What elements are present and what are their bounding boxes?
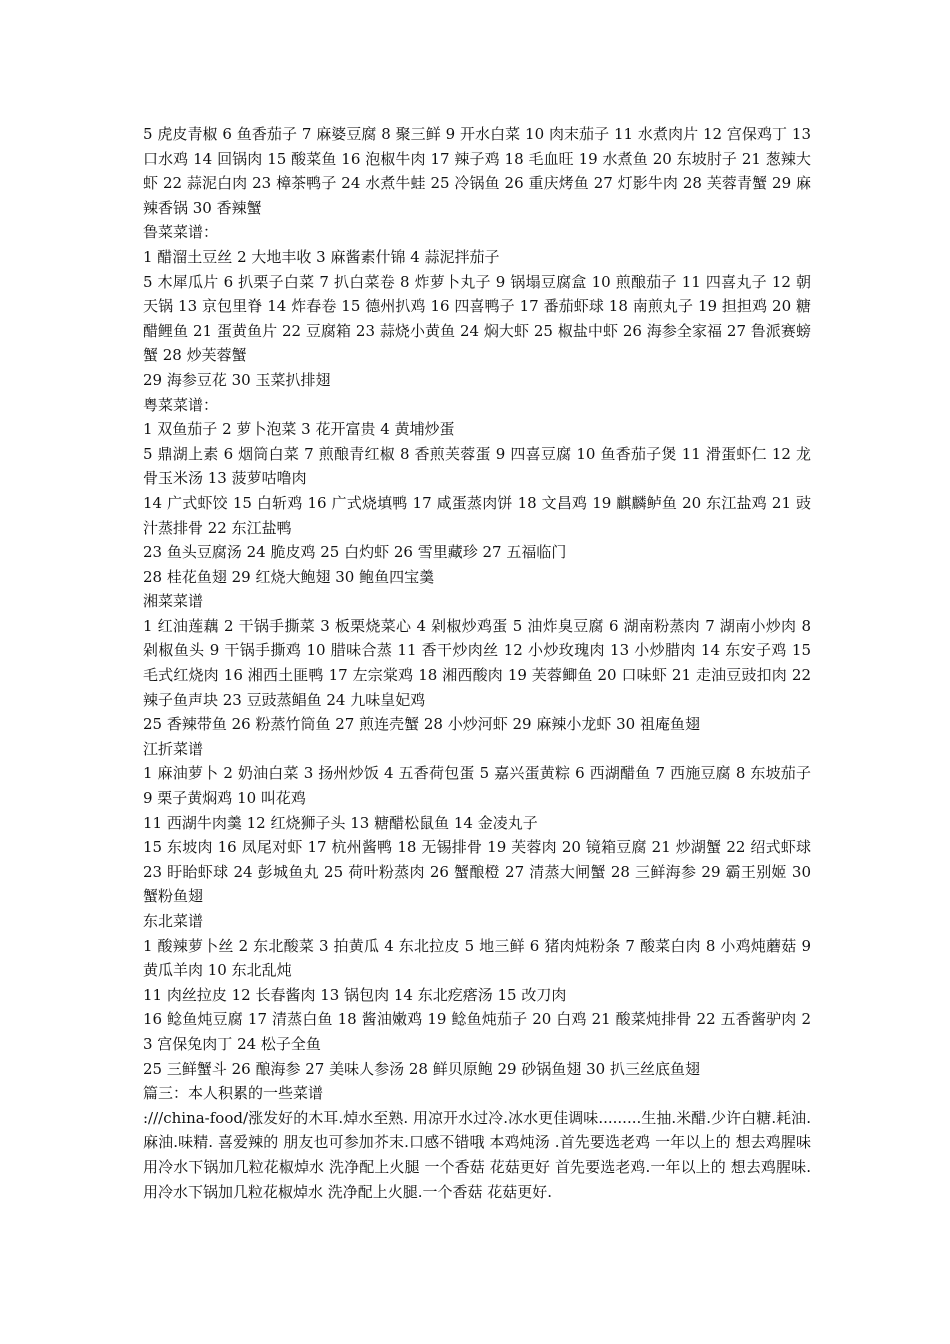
recipe-list-lu-5-28: 5 木犀瓜片 6 扒栗子白菜 7 扒白菜卷 8 炸萝卜丸子 9 锅塌豆腐盒 10 煎酿茄子 11 四喜丸子 12 朝天锅 13 京包里脊 14 炸春卷 15 德州扒鸡 16 四喜鸭子 17 番茄虾球 18 南煎丸子 19 担担鸡 20 糖醋鲤鱼 21 蛋黄鱼片 22 豆腐箱 23 蒜烧小黄鱼 24 焖大虾 25 椒盐中虾 26 海参全家福 27 鲁派赛螃蟹 28 炒芙蓉蟹 xyxy=(143,272,811,365)
section-heading-part-three: 篇三：本人积累的一些菜谱 xyxy=(143,1084,324,1103)
recipe-list-dongbei-16-24: 16 鲶鱼炖豆腐 17 清蒸白鱼 18 酱油嫩鸡 19 鲶鱼炖茄子 20 白鸡 21 酸菜炖排骨 22 五香酱驴肉 23 宫保兔肉丁 24 松子全鱼 xyxy=(143,1010,811,1053)
recipe-list-lu-29-30: 29 海参豆花 30 玉菜扒排翅 xyxy=(143,370,331,389)
recipe-list-dongbei-25-30: 25 三鲜蟹斗 26 酿海参 27 美味人参汤 28 鲜贝原鲍 29 砂锅鱼翅 30 扒三丝底鱼翅 xyxy=(143,1059,700,1078)
recipe-list-yue-14-22: 14 广式虾饺 15 白斩鸡 16 广式烧填鸭 17 咸蛋蒸肉饼 18 文昌鸡 19 麒麟鲈鱼 20 东江盐鸡 21 豉汁蒸排骨 22 东江盐鸭 xyxy=(143,493,811,537)
section-heading-lu-cuisine: 鲁菜菜谱： xyxy=(143,223,219,242)
recipe-list-yue-5-13: 5 鼎湖上素 6 烟筒白菜 7 煎酿青红椒 8 香煎芙蓉蛋 9 四喜豆腐 10 鱼香茄子煲 11 滑蛋虾仁 12 龙骨玉米汤 13 菠萝咕噜肉 xyxy=(143,444,811,488)
document-body xyxy=(143,122,811,1204)
recipe-list-xiang-25-30: 25 香辣带鱼 26 粉蒸竹筒鱼 27 煎连壳蟹 28 小炒河虾 29 麻辣小龙虾 30 祖庵鱼翅 xyxy=(143,715,700,734)
recipe-list-dongbei-1-10: 1 酸辣萝卜丝 2 东北酸菜 3 拍黄瓜 4 东北拉皮 5 地三鲜 6 猪肉炖粉条 7 酸菜白肉 8 小鸡炖蘑菇 9 黄瓜羊肉 10 东北乱炖 xyxy=(143,936,811,980)
section-heading-jiangzhe-cuisine: 江折菜谱 xyxy=(143,739,204,758)
recipe-list-sichuan-5-30: 5 虎皮青椒 6 鱼香茄子 7 麻婆豆腐 8 聚三鲜 9 开水白菜 10 肉末茄子 11 水煮肉片 12 宫保鸡丁 13 口水鸡 14 回锅肉 15 酸菜鱼 16 泡椒牛肉 17 辣子鸡 18 毛血旺 19 水煮鱼 20 东坡肘子 21 葱辣大虾 22 蒜泥白肉 23 樟茶鸭子 24 水煮牛蛙 25 冷锅鱼 26 重庆烤鱼 27 灯影牛肉 28 芙蓉青蟹 29 麻辣香锅 30 香辣蟹 xyxy=(143,125,811,217)
recipe-list-xiang-1-24: 1 红油莲藕 2 干锅手撕菜 3 板栗烧菜心 4 剁椒炒鸡蛋 5 油炸臭豆腐 6 湖南粉蒸肉 7 湖南小炒肉 8 剁椒鱼头 9 干锅手撕鸡 10 腊味合蒸 11 香干炒肉丝 12 小炒玫瑰肉 13 小炒腊肉 14 东安子鸡 15 毛式红烧肉 16 湘西土匪鸭 17 左宗棠鸡 18 湘西酸肉 19 芙蓉鲫鱼 20 口味虾 21 走油豆豉扣肉 22 辣子鱼声块 23 豆豉蒸鲳鱼 24 九味皇妃鸡 xyxy=(143,616,811,709)
recipe-list-jiangzhe-11-14: 11 西湖牛肉羹 12 红烧狮子头 13 糖醋松鼠鱼 14 金凌丸子 xyxy=(143,813,538,832)
section-heading-xiang-cuisine: 湘菜菜谱 xyxy=(143,592,204,611)
section-heading-yue-cuisine: 粤菜菜谱： xyxy=(143,395,219,414)
section-heading-dongbei-cuisine: 东北菜谱 xyxy=(143,912,204,930)
recipe-list-yue-1-4: 1 双鱼茄子 2 萝卜泡菜 3 花开富贵 4 黄埔炒蛋 xyxy=(143,420,455,439)
recipe-list-jiangzhe-15-30: 15 东坡肉 16 凤尾对虾 17 杭州酱鸭 18 无锡排骨 19 芙蓉肉 20 镜箱豆腐 21 炒湖蟹 22 绍式虾球 23 盱眙虾球 24 彭城鱼丸 25 荷叶粉蒸肉 26 蟹酿橙 27 清蒸大闸蟹 28 三鲜海参 29 霸王别姬 30 蟹粉鱼翅 xyxy=(143,838,811,906)
recipe-list-yue-28-30: 28 桂花鱼翅 29 红烧大鲍翅 30 鲍鱼四宝羹 xyxy=(143,567,435,586)
recipe-notes-paragraph: :///china-food/涨发好的木耳.焯水至熟. 用凉开水过冷.冰水更佳调味.........生抽.米醋.少许白糖.耗油.麻油.味精. 喜爱辣的 朋友也可参加芥末.口感不错哦 本鸡炖汤 .首先要选老鸡 一年以上的 想去鸡腥味 用冷水下锅加几粒花椒焯水 洗净配上火腿 一个香菇 花菇更好 首先要选老鸡.一年以上的 想去鸡腥味.用冷水下锅加几粒花椒焯水 洗净配上火腿.一个香菇 花菇更好. xyxy=(143,1108,811,1201)
recipe-list-jiangzhe-1-10: 1 麻油萝卜 2 奶油白菜 3 扬州炒饭 4 五香荷包蛋 5 嘉兴蛋黄粽 6 西湖醋鱼 7 西施豆腐 8 东坡茄子 9 栗子黄焖鸡 10 叫花鸡 xyxy=(143,764,811,808)
recipe-list-yue-23-27: 23 鱼头豆腐汤 24 脆皮鸡 25 白灼虾 26 雪里藏珍 27 五福临门 xyxy=(143,543,567,562)
recipe-list-dongbei-11-15: 11 肉丝拉皮 12 长春酱肉 13 锅包肉 14 东北疙瘩汤 15 改刀肉 xyxy=(143,985,567,1004)
recipe-list-lu-1-4: 1 醋溜土豆丝 2 大地丰收 3 麻酱素什锦 4 蒜泥拌茄子 xyxy=(143,247,500,266)
